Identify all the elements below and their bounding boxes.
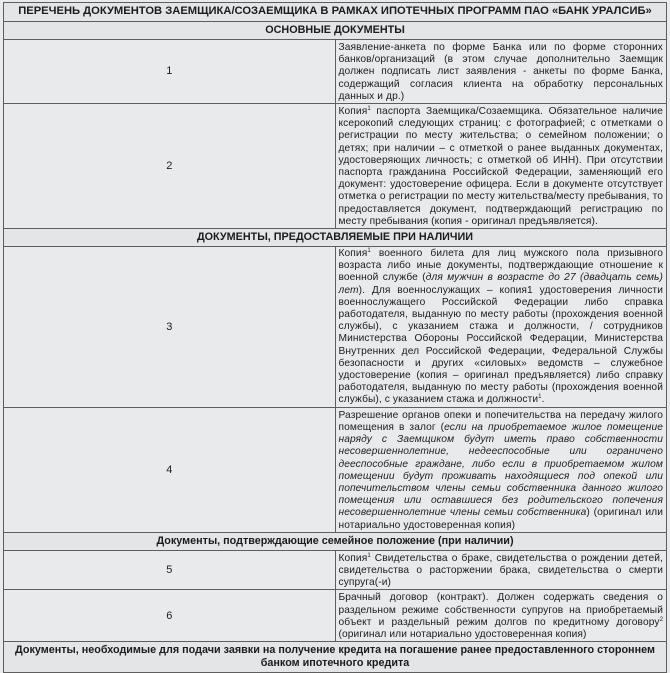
- row-text: Копия$^1$ Свидетельства о браке, свидетельства о рождении детей, свидетельства о расторжении брака, свидетельства о смерти супруга(-и): [335, 550, 667, 590]
- row-number: 1: [4, 40, 336, 104]
- row-text: Брачный договор (контракт). Должен содержать сведения о раздельном режиме собственности супругов на приобретаемый объект и раздельный режим долгов по кредитному договору$^2$ (оригинал или нотариально удостоверенная копия): [335, 590, 667, 642]
- table-row: [4, 590, 667, 642]
- documents-table: [3, 2, 667, 673]
- section-header-main: [4, 22, 667, 40]
- section-family-title: Документы, подтверждающие семейное положение (при наличии): [4, 532, 667, 550]
- row-text: Разрешение органов опеки и попечительства на передачу жилого помещения в залог (если на приобретаемое жилое помещение наряду с Заемщиком будут иметь право собственности несовершеннолетние, недееспособные или ограничено дееспособные граждане, либо если в приобретаемом жилом помещении будут проживать находящиеся под опекой или попечительством члены семьи собственника данного жилого помещения или оставшиеся без родительского попечения несовершеннолетние члены семьи собственника) (оригинал или нотариально удостоверенная копия): [335, 407, 667, 532]
- row-number: 3: [4, 247, 336, 408]
- section-header-if-available: [4, 229, 667, 247]
- section-header-family: [4, 532, 667, 550]
- section-main-title: ОСНОВНЫЕ ДОКУМЕНТЫ: [4, 22, 667, 40]
- row-number: 6: [4, 590, 336, 642]
- row-text: Копия$^1$ военного билета для лиц мужского пола призывного возраста либо иные документы, подтверждающие отношение к военной службе (для мужчин в возрасте до 27 (двадцать семь) лет). Для военнослужащих – копия1 удостоверения личности военнослужащего Российской Федерации либо справка работодателя, выданную по месту работы (прохождения военной службы), с указанием стажа и должности, / сотрудников Министерства Обороны Российской Федерации, Министерства Внутренних дел Российской Федерации, Федеральной Службы безопасности и других «силовых» ведомств – служебное удостоверение (копия – оригинал предъявляется) либо справку работодателя, выданную по месту работы (прохождения военной службы), с указанием стажа и должности$^1$.: [335, 247, 667, 408]
- document-sheet: [3, 2, 667, 673]
- row-number: 2: [4, 104, 336, 229]
- table-row: [4, 247, 667, 408]
- section-header-refinance: [4, 642, 667, 673]
- row-text: Заявление-анкета по форме Банка или по форме сторонних банков/организаций (в этом случае дополнительно Заемщик должен подписать лист заявления - анкеты по форме Банка, содержащий согласия клиента на обработку персональных данных и др.): [335, 40, 667, 104]
- table-row: [4, 40, 667, 104]
- section-if-available-title: ДОКУМЕНТЫ, ПРЕДОСТАВЛЯЕМЫЕ ПРИ НАЛИЧИИ: [4, 229, 667, 247]
- document-title: ПЕРЕЧЕНЬ ДОКУМЕНТОВ ЗАЕМЩИКА/СОЗАЕМЩИКА В РАМКАХ ИПОТЕЧНЫХ ПРОГРАММ ПАО «БАНК УРАЛСИБ»: [4, 3, 667, 22]
- row-number: 4: [4, 407, 336, 532]
- table-row: [4, 550, 667, 590]
- table-row: [4, 407, 667, 532]
- table-row: [4, 104, 667, 229]
- section-refinance-title: Документы, необходимые для подачи заявки на получение кредита на погашение ранее предоставленного стороннем банком ипотечного кредита: [4, 642, 667, 673]
- row-number: 5: [4, 550, 336, 590]
- row-text: Копия$^1$ паспорта Заемщика/Созаемщика. Обязательное наличие ксерокопий следующих страниц: с фотографией; с отметками о регистрации по месту жительства; о семейном положении; о детях; при наличии – с отметкой о ранее выданных документах, удостоверяющих личность; с отметкой об ИНН). При отсутствии паспорта гражданина Российской Федерации, заменяющий его документ: удостоверение офицера. Если в документе отсутствует отметка о регистрации по месту жительства/месту пребывания, то предоставляется документ, подтверждающий регистрацию по месту пребывания (копия - оригинал предъявляется).: [335, 104, 667, 229]
- title-row: [4, 3, 667, 22]
